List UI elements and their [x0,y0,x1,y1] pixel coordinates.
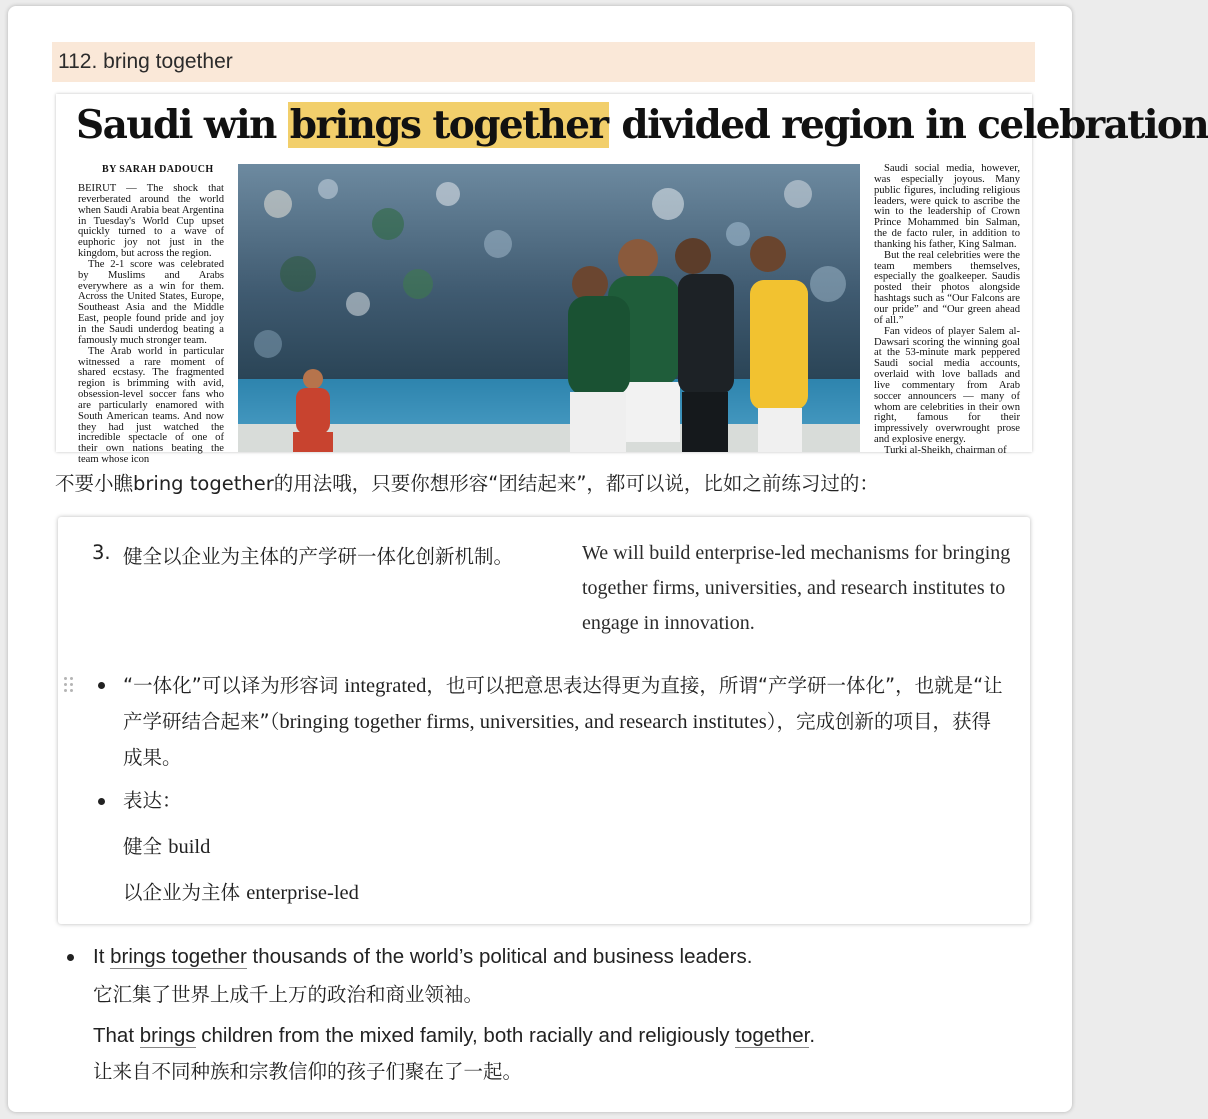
headline-part: divided region in celebration [609,102,1208,148]
article-photo [238,164,860,452]
bullet-icon [67,954,74,961]
article-right-column [874,164,1020,454]
example-keyword: together [735,1024,810,1047]
soccer-players-photo [238,164,860,452]
note-bullet-2: 表达： [123,789,182,812]
example-1-chinese: 它汇集了世界上成千上万的政治和商业领袖。 [93,983,484,1006]
example-2-english [93,1024,815,1048]
example-2-chinese: 让来自不同种族和宗教信仰的孩子们聚在了一起。 [93,1060,523,1083]
headline-part: Saudi win [76,102,288,148]
example-keyword: brings [139,1024,196,1047]
expression-en: build [168,836,211,858]
paragraph: Saudi social media, however, was especially joyous. Many public figures, including religious leaders, were quick to ascribe the win to the leadership of Crown Prince Mohammed bin Salman, the de facto ruler, in addition to thanking his father, King Salman. [874,163,1020,250]
article-headline [76,100,1208,150]
paragraph: The Arab world in particular witnessed a rare moment of shared ecstasy. The fragmented region is brimming with avid, obsession-level soccer fans who are particularly enamored with South American teams. And now they had just watched the incredible spectacle of one of their own nations beating the team whose icon [78,345,224,466]
paragraph: BEIRUT — The shock that reverberated around the world when Saudi Arabia beat Argentina in Tuesday's World Cup upset quickly turned to a wave of euphoric joy not just in the kingdom, but across the region. [78,183,224,260]
heading-text: 112. bring together [58,50,233,73]
article-byline: BY SARAH DADOUCH [102,164,214,175]
chinese-source-text: 健全以企业为主体的产学研一体化创新机制。 [123,545,514,568]
expression-zh: 以企业为主体 [123,881,247,904]
translation-block [58,517,1030,924]
paragraph: Fan videos of player Salem al-Dawsari scoring the winning goal at the 53-minute mark peppered Saudi social media accounts, overlaid with love ballads and live commentary from Arab soccer announcers — many of whom are celebrities in their own right, famous for their impressively overwrought prose and explosive energy. [874,325,1020,446]
bullet-icon [98,682,105,689]
note-text: “一体化”可以译为形容词 [123,674,345,697]
english-translation-text: We will build enterprise-led mechanisms for bringing together firms, universities, and research institutes to engage in innovation. [582,542,1011,634]
expression-1 [123,831,210,859]
drag-handle-icon[interactable] [64,677,76,695]
note-english: integrated [344,675,427,697]
newspaper-clipping [56,94,1208,466]
example-text: thousands of the world’s political and business leaders. [246,945,753,968]
example-text: children from the mixed family, both racially and religiously [195,1024,736,1047]
paragraph: Turki al-Sheikh, chairman of [884,444,1007,456]
item-number: 3. [92,541,111,564]
example-keyword: brings together [110,945,247,968]
expression-2 [123,877,359,905]
example-1-english [93,945,752,969]
example-text: . [809,1024,816,1047]
article-left-column [78,183,224,466]
bullet-icon [98,798,105,805]
section-heading [52,42,1035,82]
paragraph: The 2-1 score was celebrated by Muslims and Arabs everywhere as a win for them. Across the United States, Europe, Southeast Asia and the Middle East, people found pride and joy in the Saudi underdog beating a famously much stronger team. [78,258,224,346]
note-english: bringing together firms, universities, and research institutes [279,711,767,733]
paragraph: But the real celebrities were the team members themselves, especially the goalkeeper. Saudis posted their photos alongside hashtags such as “Our Falcons are our pride” and “Our green ahead of all.” [874,249,1020,326]
note-text: ），完成创新的项目，获得成果。 [123,710,991,769]
note-text: ，也可以把意思表达得更为直接，所谓“产学研一体化”，也就是“让产学研结合起来”（ [123,674,1003,733]
example-text: That [93,1024,140,1047]
expression-zh: 健全 [123,835,169,858]
example-text: It [93,945,111,968]
note-bullet-1 [123,668,1003,775]
headline-highlight: brings together [289,102,608,148]
expression-en: enterprise-led [246,882,359,904]
intro-text: 不要小瞧bring together的用法哦，只要你想形容“团结起来”，都可以说，比如之前练习过的： [55,472,879,495]
